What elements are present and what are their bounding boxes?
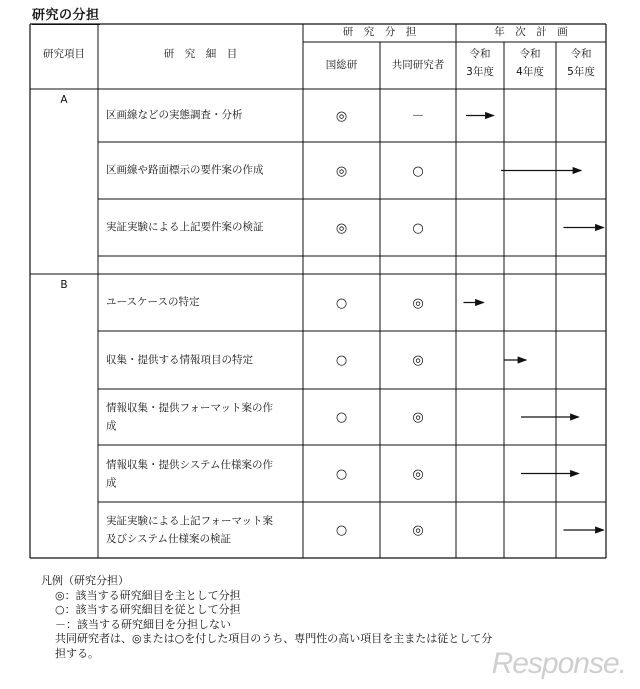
legend-note-2: 担する。 <box>55 646 99 660</box>
header-year-3-line2: 3年度 <box>466 66 494 78</box>
share-kokusouken-symbol: ○ <box>335 523 348 538</box>
research-detail-text: 区画線などの実態調査・分析 <box>106 109 243 121</box>
share-joint-symbol: － <box>411 108 425 124</box>
legend-line-double-circle: ◎：該当する研究細目を主として分担 <box>55 588 241 602</box>
header-kokusouken: 国総研 <box>325 59 358 71</box>
research-detail-text: 情報収集・提供システム仕様案の作 <box>106 458 273 471</box>
share-kokusouken-symbol: ◎ <box>335 108 348 124</box>
section-label-B: B <box>60 279 68 291</box>
header-research-detail: 研 究 細 目 <box>163 48 238 60</box>
research-detail-text: 成 <box>106 420 117 432</box>
research-detail-text: 実証実験による上記フォーマット案 <box>106 515 274 527</box>
research-detail-text: 成 <box>106 476 117 489</box>
header-year-4-line2: 4年度 <box>516 66 544 78</box>
share-kokusouken-symbol: ◎ <box>335 220 348 236</box>
header-year-5-line1: 令和 <box>570 48 592 60</box>
response-watermark-logo: Response. <box>491 647 626 680</box>
header-year-3-line1: 令和 <box>469 48 491 60</box>
legend-note-1: 共同研究者は、◎または○を付した項目のうち、専門性の高い項目を主または従として分 <box>55 632 493 645</box>
share-joint-symbol: ○ <box>412 163 424 179</box>
share-kokusouken-symbol: ○ <box>335 353 348 368</box>
research-detail-text: 情報収集・提供フォーマット案の作 <box>106 402 274 414</box>
header-year-4-line1: 令和 <box>519 48 541 60</box>
header-research-share: 研 究 分 担 <box>342 26 417 38</box>
research-detail-text: 収集・提供する情報項目の特定 <box>106 353 253 366</box>
share-joint-symbol: ◎ <box>412 295 424 311</box>
page-title: 研究の分担 <box>32 4 100 25</box>
legend-heading: 凡例（研究分担） <box>41 574 129 587</box>
legend <box>41 574 493 661</box>
share-joint-symbol: ◎ <box>412 466 424 482</box>
research-detail-text: ユースケースの特定 <box>106 296 200 308</box>
share-joint-symbol: ◎ <box>412 353 424 368</box>
share-kokusouken-symbol: ◎ <box>335 163 348 179</box>
share-joint-symbol: ○ <box>412 220 424 236</box>
share-kokusouken-symbol: ○ <box>335 410 348 425</box>
research-detail-text: 区画線や路面標示の要件案の作成 <box>106 164 264 176</box>
legend-line-dash: －：該当する研究細目を分担しない <box>55 617 231 631</box>
header-year-5-line2: 5年度 <box>567 66 595 78</box>
header-joint-researcher: 共同研究者 <box>391 59 445 71</box>
research-detail-text: 及びシステム仕様案の検証 <box>106 533 231 545</box>
legend-line-circle: ○：該当する研究細目を従として分担 <box>55 603 241 616</box>
share-joint-symbol: ◎ <box>412 410 424 425</box>
share-kokusouken-symbol: ○ <box>335 466 348 482</box>
header-research-item: 研究項目 <box>43 48 85 60</box>
share-kokusouken-symbol: ○ <box>335 295 348 311</box>
research-detail-text: 実証実験による上記要件案の検証 <box>106 221 264 233</box>
section-label-A: A <box>60 94 68 106</box>
share-joint-symbol: ◎ <box>412 523 424 538</box>
header-annual-plan: 年 次 計 画 <box>494 26 568 38</box>
